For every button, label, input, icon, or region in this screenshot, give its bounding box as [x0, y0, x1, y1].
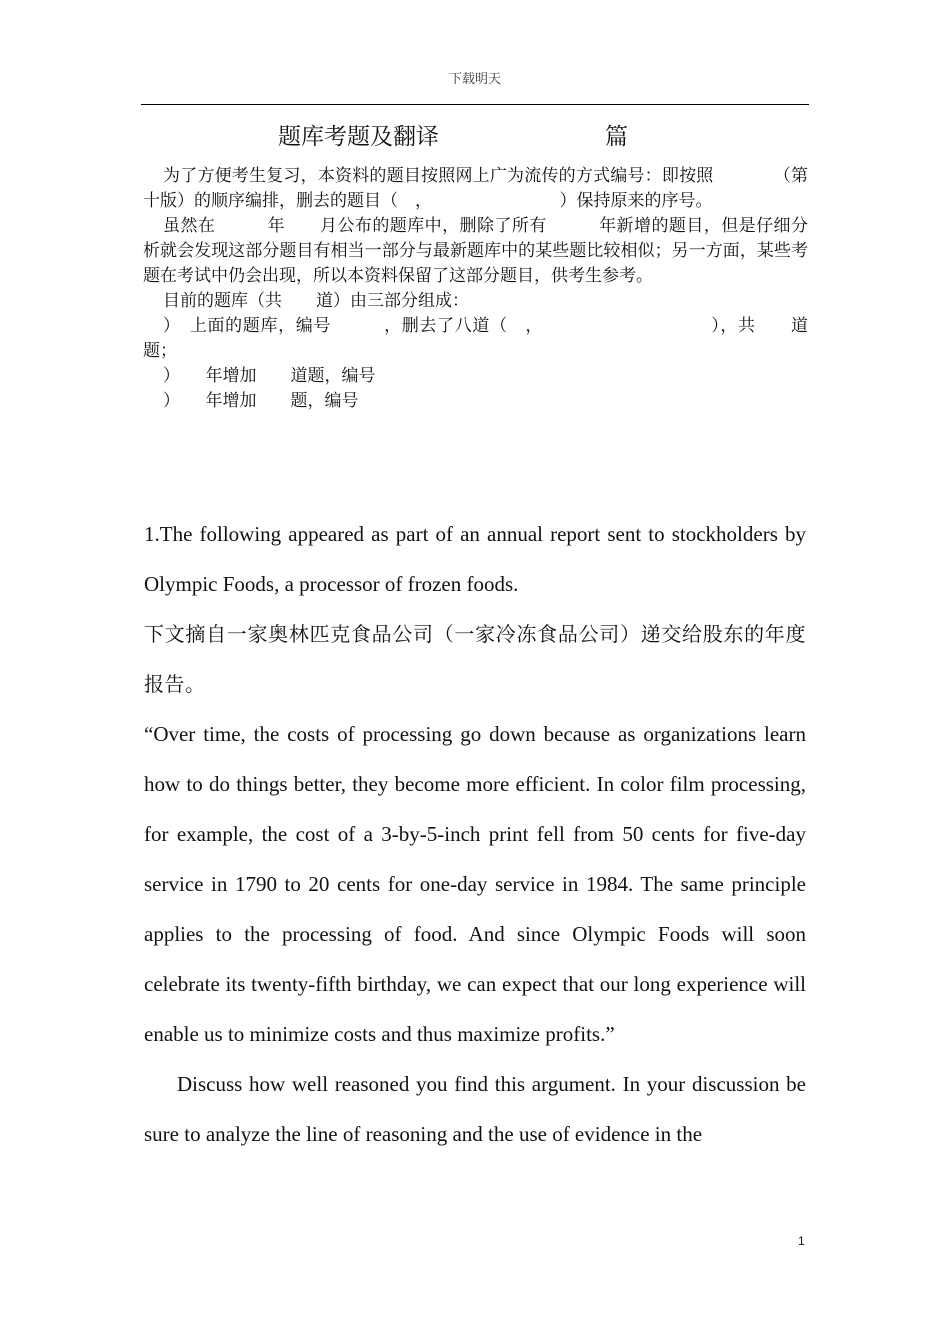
header-rule — [141, 104, 809, 105]
question-prompt-chinese: 下文摘自一家奥林匹克食品公司（一家冷冻食品公司）递交给股东的年度报告。 — [144, 622, 806, 696]
page-header: 下载明天 — [448, 72, 501, 87]
question-prompt-english: 1.The following appeared as part of an annual report sent to stockholders by Olympic Foods, a processor of frozen foods. — [144, 522, 806, 596]
intro-paragraph-1: 为了方便考生复习，本资料的题目按照网上广为流传的方式编号：即按照 （第十版）的顺序编排，删去的题目（ ， ）保持原来的序号。 — [143, 166, 808, 211]
question-quote: “Over time, the costs of processing go down because as organizations learn how to do things better, they become more efficient. In color film processing, for example, the cost of a 3-by-5-inch print fell from 50 cents for five-day service in 1790 to 20 cents for one-day service in 1984. The same principle applies to the processing of food. And since Olympic Foods will soon celebrate its twenty-fifth birthday, we can expect that our long experience will enable us to minimize costs and thus maximize profits.” — [144, 722, 806, 1046]
intro-section — [143, 164, 808, 414]
question-section — [144, 509, 806, 1159]
intro-list-item-2: ） 年增加 道题，编号 — [163, 366, 376, 386]
intro-list-item-1: ） 上面的题库，编号 ，删去了八道（ ， ），共 道题； — [143, 316, 808, 361]
document-title — [0, 118, 950, 148]
question-instruction: Discuss how well reasoned you find this argument. In your discussion be sure to analyze the line of reasoning and the use of evidence in the — [144, 1072, 806, 1146]
intro-list-item-3: ） 年增加 题，编号 — [163, 391, 359, 411]
intro-paragraph-2: 虽然在 年 月公布的题库中，删除了所有 年新增的题目，但是仔细分析就会发现这部分题目有相当一部分与最新题库中的某些题比较相似；另一方面，某些考题在考试中仍会出现，所以本资料保留了这部分题目，供考生参考。 — [143, 216, 808, 286]
title-right: 篇 — [605, 124, 628, 150]
intro-paragraph-3: 目前的题库（共 道）由三部分组成： — [163, 291, 469, 311]
page-number: 1 — [798, 1234, 805, 1248]
title-left: 题库考题及翻译 — [278, 124, 439, 150]
